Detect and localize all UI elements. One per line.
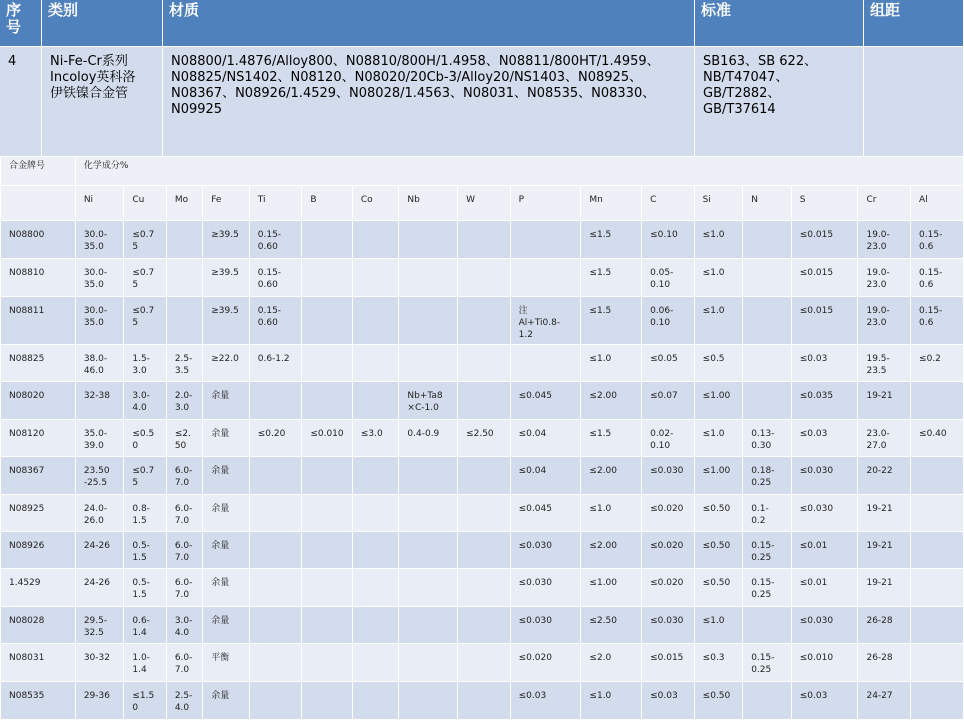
table-row bbox=[1, 382, 964, 420]
table-row bbox=[1, 682, 964, 720]
cell-co bbox=[352, 457, 399, 495]
element-header-mn: Mn bbox=[581, 186, 642, 221]
cell-cu: 0.5- 1.5 bbox=[124, 532, 166, 569]
cell-mo bbox=[166, 221, 202, 259]
cell-p bbox=[510, 259, 581, 297]
cell-fe: 余量 bbox=[203, 457, 250, 495]
cell-p: ≤0.030 bbox=[510, 569, 581, 607]
cell-co bbox=[352, 382, 399, 420]
cell-cr: 26-28 bbox=[858, 607, 911, 644]
cell-mn: ≤1.0 bbox=[581, 345, 642, 382]
header-category: 类别 bbox=[42, 0, 163, 46]
cell-fe: ≥39.5 bbox=[203, 221, 250, 259]
cell-mo: 6.0- 7.0 bbox=[166, 532, 202, 569]
cell-si: ≤1.0 bbox=[694, 297, 743, 345]
cell-ni: 23.50 -25.5 bbox=[75, 457, 124, 495]
cell-c: ≤0.030 bbox=[642, 607, 695, 644]
alloy-grade: N08535 bbox=[1, 682, 76, 720]
cell-w bbox=[458, 532, 511, 569]
cell-mn: ≤1.0 bbox=[581, 495, 642, 532]
row-standard: SB163、SB 622、 NB/T47047、 GB/T2882、 GB/T37614 bbox=[695, 47, 864, 156]
cell-mo: ≤2. 50 bbox=[166, 420, 202, 457]
cell-co bbox=[352, 532, 399, 569]
cell-s: ≤0.030 bbox=[791, 607, 858, 644]
cell-mo: 2.0- 3.0 bbox=[166, 382, 202, 420]
cell-co bbox=[352, 682, 399, 720]
cell-ni: 24-26 bbox=[75, 569, 124, 607]
cell-nb: 0.4-0.9 bbox=[399, 420, 458, 457]
cell-cu: ≤0.7 5 bbox=[124, 221, 166, 259]
cell-c: ≤0.030 bbox=[642, 457, 695, 495]
table-row bbox=[1, 345, 964, 382]
cell-cr: 19-21 bbox=[858, 382, 911, 420]
cell-c: 0.06- 0.10 bbox=[642, 297, 695, 345]
cell-fe: 余量 bbox=[203, 420, 250, 457]
table-row bbox=[1, 569, 964, 607]
cell-ni: 29.5- 32.5 bbox=[75, 607, 124, 644]
alloy-grade: N08925 bbox=[1, 495, 76, 532]
cell-p: ≤0.030 bbox=[510, 607, 581, 644]
cell-fe: 余量 bbox=[203, 532, 250, 569]
row-category: Ni-Fe-Cr系列 Incoloy英科洛 伊铁镍合金管 bbox=[42, 47, 163, 156]
table-row bbox=[1, 420, 964, 457]
cell-s: ≤0.030 bbox=[791, 495, 858, 532]
alloy-grade: N08367 bbox=[1, 457, 76, 495]
cell-c: 0.05- 0.10 bbox=[642, 259, 695, 297]
cell-p bbox=[510, 221, 581, 259]
cell-ni: 29-36 bbox=[75, 682, 124, 720]
cell-fe: ≥39.5 bbox=[203, 259, 250, 297]
cell-p: ≤0.03 bbox=[510, 682, 581, 720]
cell-nb bbox=[399, 259, 458, 297]
alloy-grade: N08810 bbox=[1, 259, 76, 297]
cell-c: ≤0.03 bbox=[642, 682, 695, 720]
cell-cr: 23.0- 27.0 bbox=[858, 420, 911, 457]
table-row bbox=[1, 532, 964, 569]
cell-al bbox=[911, 682, 964, 720]
cell-nb bbox=[399, 569, 458, 607]
cell-c: ≤0.07 bbox=[642, 382, 695, 420]
alloy-grade: N08120 bbox=[1, 420, 76, 457]
cell-si: ≤1.00 bbox=[694, 382, 743, 420]
cell-b: ≤0.010 bbox=[302, 420, 353, 457]
cell-cu: 1.0- 1.4 bbox=[124, 644, 166, 682]
cell-s: ≤0.010 bbox=[791, 644, 858, 682]
cell-cr: 19.5- 23.5 bbox=[858, 345, 911, 382]
cell-b bbox=[302, 221, 353, 259]
cell-w bbox=[458, 457, 511, 495]
cell-b bbox=[302, 457, 353, 495]
cell-ti bbox=[249, 644, 302, 682]
cell-si: ≤0.50 bbox=[694, 569, 743, 607]
cell-c: ≤0.020 bbox=[642, 532, 695, 569]
cell-co bbox=[352, 569, 399, 607]
element-header-blank bbox=[1, 186, 76, 221]
cell-nb bbox=[399, 682, 458, 720]
cell-s: ≤0.035 bbox=[791, 382, 858, 420]
cell-si: ≤1.0 bbox=[694, 607, 743, 644]
element-header-c: C bbox=[642, 186, 695, 221]
cell-ti bbox=[249, 382, 302, 420]
cell-si: ≤1.0 bbox=[694, 221, 743, 259]
cell-fe: ≥22.0 bbox=[203, 345, 250, 382]
cell-al: 0.15- 0.6 bbox=[911, 259, 964, 297]
cell-mn: ≤2.00 bbox=[581, 382, 642, 420]
cell-cr: 19-21 bbox=[858, 495, 911, 532]
cell-mo: 6.0- 7.0 bbox=[166, 457, 202, 495]
cell-ni: 35.0- 39.0 bbox=[75, 420, 124, 457]
chemical-composition-table bbox=[0, 156, 964, 720]
element-header-ti: Ti bbox=[249, 186, 302, 221]
cell-c: ≤0.10 bbox=[642, 221, 695, 259]
element-header-b: B bbox=[302, 186, 353, 221]
cell-b bbox=[302, 345, 353, 382]
cell-ti: 0.15- 0.60 bbox=[249, 221, 302, 259]
cell-n: 0.1- 0.2 bbox=[743, 495, 792, 532]
cell-mn: ≤2.50 bbox=[581, 607, 642, 644]
cell-s: ≤0.03 bbox=[791, 345, 858, 382]
cell-cr: 19-21 bbox=[858, 569, 911, 607]
cell-cu: ≤0.5 0 bbox=[124, 420, 166, 457]
cell-nb bbox=[399, 532, 458, 569]
cell-si: ≤0.3 bbox=[694, 644, 743, 682]
element-header-cr: Cr bbox=[858, 186, 911, 221]
chem-label: 化学成分% bbox=[75, 157, 963, 186]
cell-mn: ≤2.0 bbox=[581, 644, 642, 682]
element-header-co: Co bbox=[352, 186, 399, 221]
cell-ni: 30.0- 35.0 bbox=[75, 297, 124, 345]
cell-cr: 19.0- 23.0 bbox=[858, 297, 911, 345]
cell-si: ≤0.5 bbox=[694, 345, 743, 382]
cell-mn: ≤1.5 bbox=[581, 221, 642, 259]
cell-co bbox=[352, 221, 399, 259]
cell-c: ≤0.015 bbox=[642, 644, 695, 682]
table-row bbox=[1, 457, 964, 495]
header-standard: 标准 bbox=[695, 0, 864, 46]
element-header-p: P bbox=[510, 186, 581, 221]
cell-p: ≤0.030 bbox=[510, 532, 581, 569]
cell-b bbox=[302, 569, 353, 607]
cell-s: ≤0.03 bbox=[791, 420, 858, 457]
cell-mn: ≤2.00 bbox=[581, 457, 642, 495]
alloy-grade: N08800 bbox=[1, 221, 76, 259]
cell-al: 0.15- 0.6 bbox=[911, 221, 964, 259]
cell-nb bbox=[399, 495, 458, 532]
cell-s: ≤0.030 bbox=[791, 457, 858, 495]
cell-w: ≤2.50 bbox=[458, 420, 511, 457]
cell-mn: ≤1.5 bbox=[581, 259, 642, 297]
cell-ti: 0.15- 0.60 bbox=[249, 259, 302, 297]
cell-ni: 30-32 bbox=[75, 644, 124, 682]
cell-c: ≤0.020 bbox=[642, 569, 695, 607]
element-header-cu: Cu bbox=[124, 186, 166, 221]
cell-nb bbox=[399, 345, 458, 382]
cell-ti: ≤0.20 bbox=[249, 420, 302, 457]
cell-fe: 余量 bbox=[203, 607, 250, 644]
cell-mn: ≤1.5 bbox=[581, 420, 642, 457]
element-header-al: Al bbox=[911, 186, 964, 221]
cell-n bbox=[743, 297, 792, 345]
cell-w bbox=[458, 682, 511, 720]
cell-n bbox=[743, 221, 792, 259]
element-header-n: N bbox=[743, 186, 792, 221]
cell-s: ≤0.015 bbox=[791, 259, 858, 297]
alloy-label: 合金牌号 bbox=[1, 157, 76, 186]
element-header-si: Si bbox=[694, 186, 743, 221]
cell-co bbox=[352, 259, 399, 297]
cell-p: 注 Al+Ti0.8- 1.2 bbox=[510, 297, 581, 345]
cell-co: ≤3.0 bbox=[352, 420, 399, 457]
cell-w bbox=[458, 345, 511, 382]
cell-mo: 6.0- 7.0 bbox=[166, 569, 202, 607]
cell-mo bbox=[166, 259, 202, 297]
cell-w bbox=[458, 221, 511, 259]
cell-cu: ≤1.5 0 bbox=[124, 682, 166, 720]
cell-b bbox=[302, 382, 353, 420]
header-material: 材质 bbox=[163, 0, 695, 46]
cell-w bbox=[458, 259, 511, 297]
cell-al bbox=[911, 457, 964, 495]
cell-ti bbox=[249, 607, 302, 644]
cell-nb bbox=[399, 644, 458, 682]
cell-w bbox=[458, 297, 511, 345]
cell-co bbox=[352, 644, 399, 682]
cell-co bbox=[352, 495, 399, 532]
cell-al bbox=[911, 495, 964, 532]
cell-cu: 3.0- 4.0 bbox=[124, 382, 166, 420]
cell-si: ≤1.00 bbox=[694, 457, 743, 495]
cell-p: ≤0.04 bbox=[510, 457, 581, 495]
cell-cr: 20-22 bbox=[858, 457, 911, 495]
cell-n: 0.15- 0.25 bbox=[743, 569, 792, 607]
cell-mn: ≤1.5 bbox=[581, 297, 642, 345]
alloy-grade: N08926 bbox=[1, 532, 76, 569]
cell-al bbox=[911, 607, 964, 644]
cell-n: 0.13- 0.30 bbox=[743, 420, 792, 457]
cell-ni: 24-26 bbox=[75, 532, 124, 569]
row-spacing bbox=[864, 47, 964, 156]
cell-c: 0.02- 0.10 bbox=[642, 420, 695, 457]
cell-cu: 1.5- 3.0 bbox=[124, 345, 166, 382]
cell-b bbox=[302, 682, 353, 720]
cell-co bbox=[352, 297, 399, 345]
cell-fe: 余量 bbox=[203, 569, 250, 607]
cell-co bbox=[352, 345, 399, 382]
cell-ti bbox=[249, 569, 302, 607]
cell-si: ≤0.50 bbox=[694, 682, 743, 720]
cell-cu: ≤0.7 5 bbox=[124, 259, 166, 297]
cell-n: 0.18- 0.25 bbox=[743, 457, 792, 495]
cell-fe: ≥39.5 bbox=[203, 297, 250, 345]
table-row bbox=[1, 297, 964, 345]
cell-n bbox=[743, 607, 792, 644]
cell-w bbox=[458, 607, 511, 644]
cell-cu: ≤0.7 5 bbox=[124, 297, 166, 345]
cell-p: ≤0.04 bbox=[510, 420, 581, 457]
cell-w bbox=[458, 569, 511, 607]
cell-nb: Nb+Ta8 ×C-1.0 bbox=[399, 382, 458, 420]
cell-cr: 24-27 bbox=[858, 682, 911, 720]
cell-b bbox=[302, 532, 353, 569]
table-row bbox=[1, 644, 964, 682]
cell-ni: 30.0- 35.0 bbox=[75, 259, 124, 297]
cell-cr: 26-28 bbox=[858, 644, 911, 682]
cell-mo bbox=[166, 297, 202, 345]
cell-ni: 24.0- 26.0 bbox=[75, 495, 124, 532]
cell-p: ≤0.045 bbox=[510, 495, 581, 532]
table-row bbox=[1, 607, 964, 644]
cell-n: 0.15- 0.25 bbox=[743, 644, 792, 682]
cell-ti bbox=[249, 532, 302, 569]
alloy-grade: N08020 bbox=[1, 382, 76, 420]
cell-nb bbox=[399, 297, 458, 345]
cell-s: ≤0.03 bbox=[791, 682, 858, 720]
cell-al: ≤0.40 bbox=[911, 420, 964, 457]
cell-cr: 19.0- 23.0 bbox=[858, 259, 911, 297]
cell-cu: ≤0.7 5 bbox=[124, 457, 166, 495]
cell-cu: 0.8- 1.5 bbox=[124, 495, 166, 532]
cell-b bbox=[302, 644, 353, 682]
element-header-mo: Mo bbox=[166, 186, 202, 221]
cell-al bbox=[911, 532, 964, 569]
cell-cr: 19.0- 23.0 bbox=[858, 221, 911, 259]
table-row bbox=[1, 495, 964, 532]
cell-p: ≤0.045 bbox=[510, 382, 581, 420]
cell-ni: 30.0- 35.0 bbox=[75, 221, 124, 259]
cell-n bbox=[743, 682, 792, 720]
cell-mo: 3.0- 4.0 bbox=[166, 607, 202, 644]
cell-co bbox=[352, 607, 399, 644]
cell-s: ≤0.01 bbox=[791, 532, 858, 569]
element-header-ni: Ni bbox=[75, 186, 124, 221]
cell-mo: 2.5- 3.5 bbox=[166, 345, 202, 382]
cell-w bbox=[458, 382, 511, 420]
cell-cu: 0.5- 1.5 bbox=[124, 569, 166, 607]
alloy-grade: N08825 bbox=[1, 345, 76, 382]
cell-si: ≤0.50 bbox=[694, 495, 743, 532]
cell-nb bbox=[399, 221, 458, 259]
cell-mn: ≤2.00 bbox=[581, 532, 642, 569]
cell-s: ≤0.015 bbox=[791, 221, 858, 259]
cell-cr: 19-21 bbox=[858, 532, 911, 569]
header-no: 序 号 bbox=[0, 0, 42, 46]
cell-fe: 余量 bbox=[203, 682, 250, 720]
cell-n bbox=[743, 345, 792, 382]
cell-b bbox=[302, 607, 353, 644]
cell-n bbox=[743, 259, 792, 297]
cell-al bbox=[911, 644, 964, 682]
cell-al: ≤0.2 bbox=[911, 345, 964, 382]
table-row bbox=[1, 259, 964, 297]
cell-mn: ≤1.0 bbox=[581, 682, 642, 720]
row-material: N08800/1.4876/Alloy800、N08810/800H/1.4958、N08811/800HT/1.4959、N08825/NS1402、N08120、N08020/20Cb-3/Alloy20/NS1403、N08925、N08367、N08926/1.4529、N08028/1.4563、N08031、N08535、N08330、N09925 bbox=[163, 47, 695, 156]
cell-b bbox=[302, 259, 353, 297]
cell-s: ≤0.015 bbox=[791, 297, 858, 345]
cell-ti bbox=[249, 682, 302, 720]
cell-mo: 6.0- 7.0 bbox=[166, 644, 202, 682]
cell-b bbox=[302, 297, 353, 345]
cell-si: ≤1.0 bbox=[694, 420, 743, 457]
cell-al bbox=[911, 382, 964, 420]
cell-ni: 32-38 bbox=[75, 382, 124, 420]
alloy-grade: N08028 bbox=[1, 607, 76, 644]
cell-nb bbox=[399, 457, 458, 495]
table-row bbox=[1, 221, 964, 259]
row-no: 4 bbox=[0, 47, 42, 156]
cell-ni: 38.0- 46.0 bbox=[75, 345, 124, 382]
cell-cu: 0.6- 1.4 bbox=[124, 607, 166, 644]
element-header-nb: Nb bbox=[399, 186, 458, 221]
cell-ti bbox=[249, 495, 302, 532]
cell-c: ≤0.05 bbox=[642, 345, 695, 382]
cell-ti: 0.15- 0.60 bbox=[249, 297, 302, 345]
cell-al: 0.15- 0.6 bbox=[911, 297, 964, 345]
header-spacing: 组距 bbox=[864, 0, 964, 46]
cell-ti bbox=[249, 457, 302, 495]
cell-p bbox=[510, 345, 581, 382]
cell-nb bbox=[399, 607, 458, 644]
alloy-grade: 1.4529 bbox=[1, 569, 76, 607]
cell-mo: 2.5- 4.0 bbox=[166, 682, 202, 720]
element-header-s: S bbox=[791, 186, 858, 221]
cell-fe: 平衡 bbox=[203, 644, 250, 682]
cell-mo: 6.0- 7.0 bbox=[166, 495, 202, 532]
cell-fe: 余量 bbox=[203, 382, 250, 420]
cell-ti: 0.6-1.2 bbox=[249, 345, 302, 382]
cell-c: ≤0.020 bbox=[642, 495, 695, 532]
cell-fe: 余量 bbox=[203, 495, 250, 532]
cell-n: 0.15- 0.25 bbox=[743, 532, 792, 569]
cell-al bbox=[911, 569, 964, 607]
cell-b bbox=[302, 495, 353, 532]
alloy-grade: N08811 bbox=[1, 297, 76, 345]
element-header-fe: Fe bbox=[203, 186, 250, 221]
cell-n bbox=[743, 382, 792, 420]
cell-w bbox=[458, 495, 511, 532]
cell-si: ≤0.50 bbox=[694, 532, 743, 569]
cell-w bbox=[458, 644, 511, 682]
alloy-grade: N08031 bbox=[1, 644, 76, 682]
element-header-w: W bbox=[458, 186, 511, 221]
cell-p: ≤0.020 bbox=[510, 644, 581, 682]
cell-si: ≤1.0 bbox=[694, 259, 743, 297]
cell-mn: ≤1.00 bbox=[581, 569, 642, 607]
cell-s: ≤0.01 bbox=[791, 569, 858, 607]
